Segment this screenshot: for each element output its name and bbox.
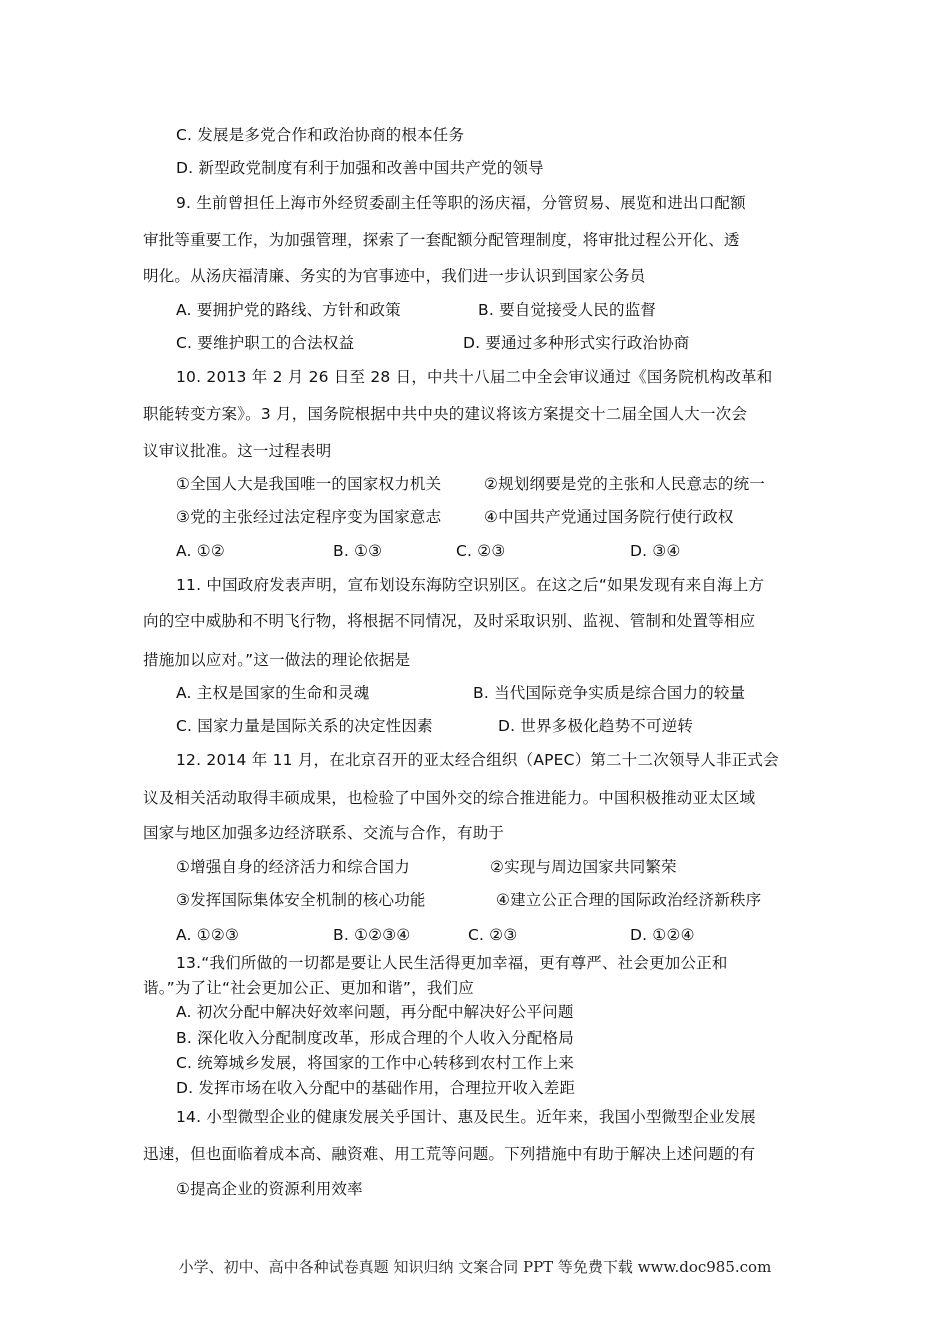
question-14-text: 14. 小型微型企业的健康发展关乎国计、惠及民生。近年来，我国小型微型企业发展 bbox=[176, 1108, 756, 1126]
question-10-text: 10. 2013 年 2 月 26 日至 28 日，中共十八届二中全会审议通过《国务院机构改革和 bbox=[176, 368, 773, 386]
question-11-text: 11. 中国政府发表声明，宣布划设东海防空识别区。在这之后“如果发现有来自海上方 bbox=[176, 576, 765, 594]
question-10-option-b: B. ①③ bbox=[333, 542, 383, 560]
question-10-text: 议审议批准。这一过程表明 bbox=[143, 442, 332, 460]
question-10-statement: ④中国共产党通过国务院行使行政权 bbox=[484, 508, 734, 526]
question-10-statement: ①全国人大是我国唯一的国家权力机关 bbox=[176, 475, 442, 493]
question-12-statement: ②实现与周边国家共同繁荣 bbox=[490, 858, 677, 876]
question-13-text: 谐。”为了让“社会更加公正、更加和谐”，我们应 bbox=[143, 979, 474, 997]
question-11-text: 向的空中威胁和不明飞行物，将根据不同情况，及时采取识别、监视、管制和处置等相应 bbox=[143, 612, 756, 630]
question-12-option-d: D. ①②④ bbox=[630, 926, 695, 944]
question-9-option-a: A. 要拥护党的路线、方针和政策 bbox=[176, 301, 401, 319]
question-12-statement: ①增强自身的经济活力和综合国力 bbox=[176, 858, 410, 876]
question-10-text: 职能转变方案》。3 月，国务院根据中共中央的建议将该方案提交十二届全国人大一次会 bbox=[143, 405, 748, 423]
question-14-text: 迅速，但也面临着成本高、融资难、用工荒等问题。下列措施中有助于解决上述问题的有 bbox=[143, 1145, 756, 1163]
question-13-option-c: C. 统筹城乡发展，将国家的工作中心转移到农村工作上来 bbox=[176, 1054, 575, 1072]
question-10-option-c: C. ②③ bbox=[456, 542, 506, 560]
question-9-option-c: C. 要维护职工的合法权益 bbox=[176, 334, 355, 352]
question-9-option-b: B. 要自觉接受人民的监督 bbox=[478, 301, 657, 319]
question-12-option-a: A. ①②③ bbox=[176, 926, 240, 944]
question-13-text: 13.“我们所做的一切都是要让人民生活得更加幸福，更有尊严、社会更加公正和 bbox=[176, 954, 728, 972]
question-13-option-d: D. 发挥市场在收入分配中的基础作用，合理拉开收入差距 bbox=[176, 1079, 576, 1097]
question-12-text: 议及相关活动取得丰硕成果，也检验了中国外交的综合推进能力。中国积极推动亚太区域 bbox=[143, 789, 756, 807]
option-line: D. 新型政党制度有利于加强和改善中国共产党的领导 bbox=[176, 159, 544, 177]
question-12-text: 12. 2014 年 11 月，在北京召开的亚太经合组织（APEC）第二十二次领导人非正式会 bbox=[176, 751, 779, 769]
question-11-option-d: D. 世界多极化趋势不可逆转 bbox=[498, 717, 694, 735]
question-11-option-c: C. 国家力量是国际关系的决定性因素 bbox=[176, 717, 433, 735]
question-14-statement: ①提高企业的资源利用效率 bbox=[176, 1180, 363, 1198]
question-10-option-a: A. ①② bbox=[176, 542, 225, 560]
question-11-option-a: A. 主权是国家的生命和灵魂 bbox=[176, 684, 370, 702]
question-11-option-b: B. 当代国际竞争实质是综合国力的较量 bbox=[473, 684, 746, 702]
question-12-statement: ③发挥国际集体安全机制的核心功能 bbox=[176, 891, 426, 909]
question-9-text: 明化。从汤庆福清廉、务实的为官事迹中，我们进一步认识到国家公务员 bbox=[143, 267, 646, 285]
page-footer: 小学、初中、高中各种试卷真题 知识归纳 文案合同 PPT 等免费下载 www.doc985.com bbox=[178, 1258, 772, 1276]
question-10-statement: ②规划纲要是党的主张和人民意志的统一 bbox=[484, 475, 765, 493]
option-line: C. 发展是多党合作和政治协商的根本任务 bbox=[176, 126, 465, 144]
question-12-option-c: C. ②③ bbox=[468, 926, 518, 944]
question-13-option-b: B. 深化收入分配制度改革，形成合理的个人收入分配格局 bbox=[176, 1029, 574, 1047]
question-12-statement: ④建立公正合理的国际政治经济新秩序 bbox=[496, 891, 762, 909]
question-10-option-d: D. ③④ bbox=[630, 542, 681, 560]
question-9-text: 9. 生前曾担任上海市外经贸委副主任等职的汤庆福，分管贸易、展览和进出口配额 bbox=[176, 194, 746, 212]
question-9-option-d: D. 要通过多种形式实行政治协商 bbox=[463, 334, 690, 352]
question-12-text: 国家与地区加强多边经济联系、交流与合作，有助于 bbox=[143, 824, 505, 842]
question-10-statement: ③党的主张经过法定程序变为国家意志 bbox=[176, 508, 442, 526]
question-11-text: 措施加以应对。”这一做法的理论依据是 bbox=[143, 651, 411, 669]
question-12-option-b: B. ①②③④ bbox=[333, 926, 411, 944]
question-13-option-a: A. 初次分配中解决好效率问题，再分配中解决好公平问题 bbox=[176, 1003, 574, 1021]
question-9-text: 审批等重要工作，为加强管理，探索了一套配额分配管理制度，将审批过程公开化、透 bbox=[143, 231, 740, 249]
